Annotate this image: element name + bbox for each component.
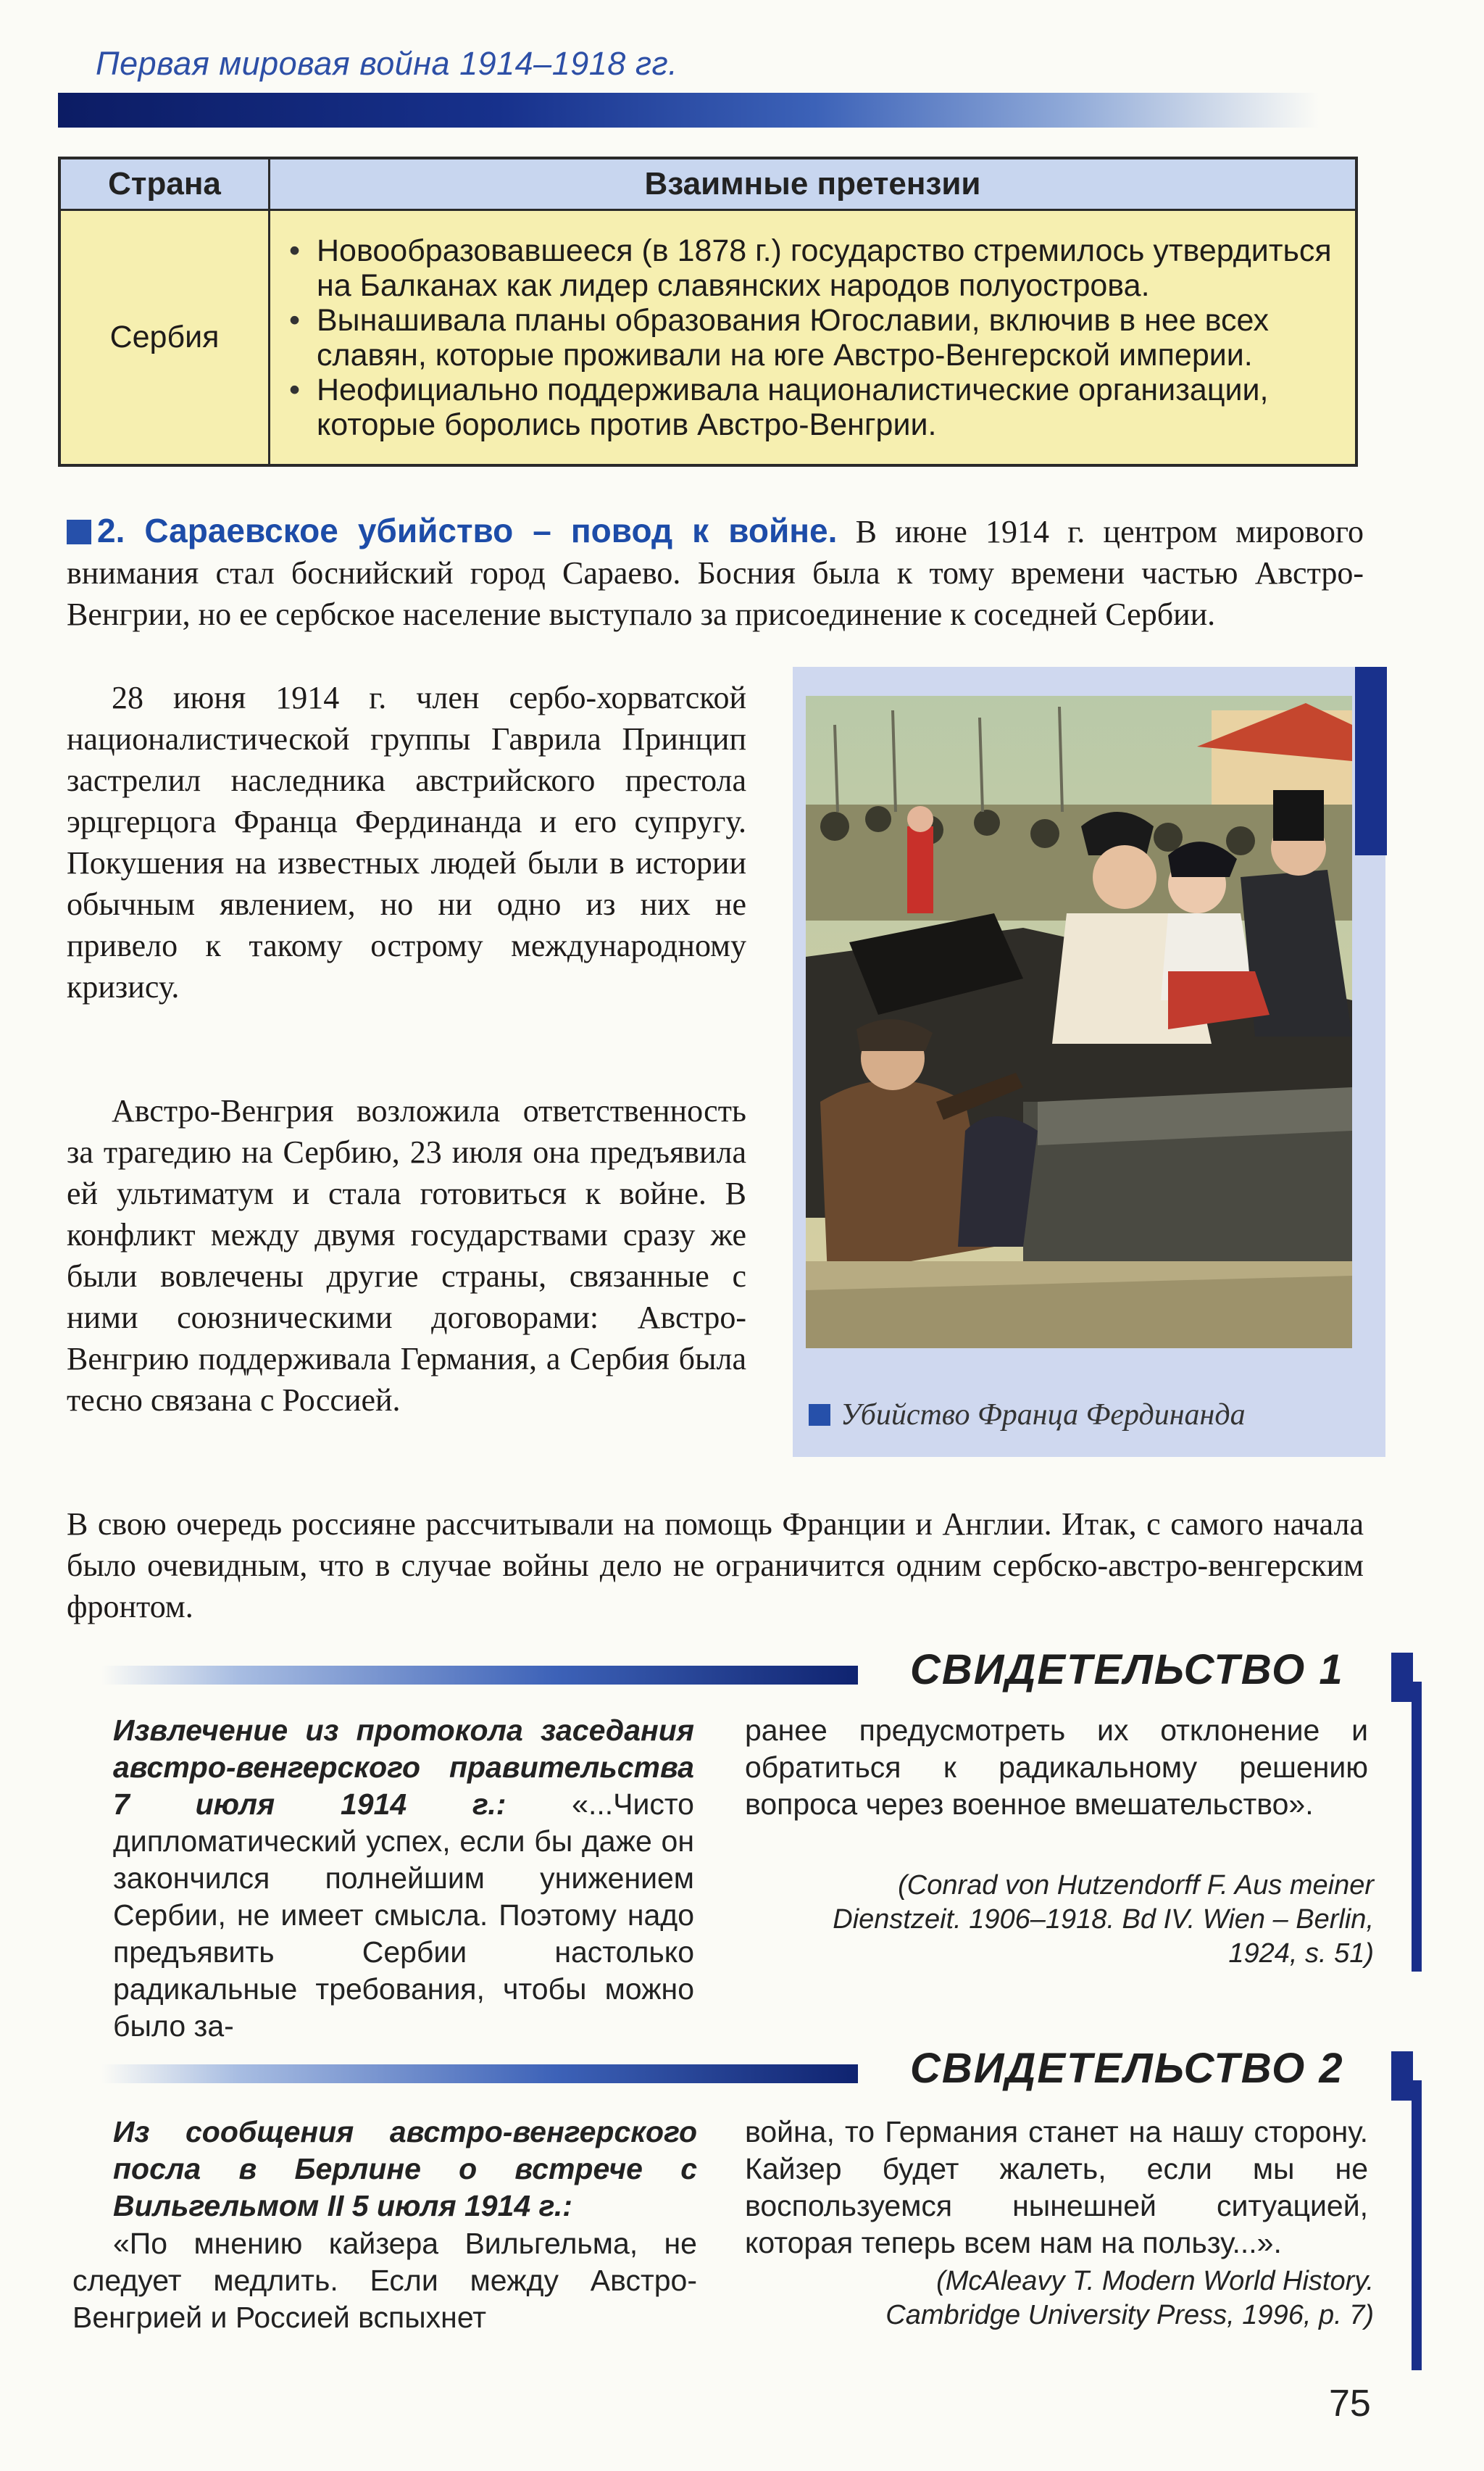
evidence2-right-text: война, то Германия станет на нашу сторону. Кайзер будет жалеть, если мы не воспользуемся нынешней ситуацией, которая теперь всем нам на пользу...». bbox=[745, 2115, 1368, 2259]
page-number: 75 bbox=[1329, 2383, 1371, 2425]
evidence2-bar bbox=[101, 2064, 858, 2083]
caption-text: Убийство Франца Фердинанда bbox=[841, 1398, 1246, 1432]
section-intro-paragraph bbox=[67, 510, 1364, 635]
evidence2-title: СВИДЕТЕЛЬСТВО 2 bbox=[910, 2045, 1344, 2092]
evidence2-lead: Из сообщения австро-венгерского посла в Берлине о встрече с Вильгельмом II 5 июля 1914 г.: bbox=[113, 2115, 697, 2222]
table-header-row bbox=[59, 158, 1356, 210]
list-item: • Вынашивала планы образования Югославии, включив в нее всех славян, которые проживали на юге Австро-Венгерской империи. bbox=[283, 303, 1341, 373]
paragraph-ultimatum: Австро-Венгрия возложила ответственность за трагедию на Сербию, 23 июля она предъявила ей ультиматум и стала готовиться к войне. В конфликт между двумя государствами сразу же были вовлечены другие страны, связанные с ними союзническими договорами: Австро-Венгрию поддерживала Германия, а Сербия была тесно связана с Россией. bbox=[67, 1093, 746, 1418]
section-square-icon bbox=[67, 520, 91, 544]
section-title: 2. Сараевское убийство – повод к войне. bbox=[97, 512, 838, 549]
paragraph-assassination: 28 июня 1914 г. член сербо-хорватской националистической группы Гаврила Принцип застрелил наследника австрийского престола эрцгерцога Франца Фердинанда и его супругу. Покушения на известных людей были в истории обычным явлением, но ни одно из них не привело к такому острому международному кризису. bbox=[67, 680, 746, 1005]
claims-table bbox=[58, 157, 1358, 467]
evidence2-source: (McAleavy T. Modern World History. Cambridge University Press, 1996, p. 7) bbox=[885, 2266, 1374, 2330]
evidence2-side-marker bbox=[1391, 2051, 1413, 2101]
table-cell-claims bbox=[270, 210, 1357, 466]
section-intro-text: В июне 1914 г. центром мирового внимания стал боснийский город Сараево. Босния была к тому времени частью Австро-Венгрии, но ее сербское население выступало за присоединение к соседней Сербии. bbox=[67, 514, 1364, 632]
running-header: Первая мировая война 1914–1918 гг. bbox=[96, 45, 678, 82]
evidence1-quote-part1: «...Чисто дипломатический успех, если бы даже он закончился полнейшим унижением Сербии, не имеет смысла. Поэтому надо предъявить Сербии настолько радикальные требования, чтобы можно было за- bbox=[113, 1787, 694, 2043]
assassination-painting bbox=[806, 696, 1352, 1348]
evidence2-left-text: «По мнению кайзера Вильгельма, не следует медлить. Если между Австро-Венгрией и Россией вспыхнет bbox=[72, 2227, 697, 2334]
evidence1-left-text bbox=[113, 1712, 694, 2045]
evidence1-side-line bbox=[1412, 1682, 1422, 1972]
header-bar bbox=[58, 93, 1319, 128]
evidence1-right-text: ранее предусмотреть их отклонение и обратиться к радикальному решению вопроса через военное вмешательство». bbox=[745, 1714, 1368, 1821]
evidence1-lead: Извлечение из протокола заседания австро-венгерского правительства 7 июля 1914 г.: bbox=[113, 1714, 694, 1821]
illustration-caption bbox=[809, 1398, 1246, 1432]
paragraph-allies: В свою очередь россияне рассчитывали на помощь Франции и Англии. Итак, с самого начала было очевидным, что в случае войны дело не ограничится одним сербско-австро-венгерским фронтом. bbox=[67, 1506, 1364, 1624]
evidence2-side-line bbox=[1412, 2080, 1422, 2370]
evidence2-lead-block bbox=[72, 2114, 697, 2225]
evidence1-source: (Conrad von Hutzendorff F. Aus meiner Dienstzeit. 1906–1918. Bd IV. Wien – Berlin, 1924, s. 51) bbox=[833, 1870, 1374, 1969]
table-header-claims: Взаимные претензии bbox=[270, 158, 1357, 210]
evidence1-title: СВИДЕТЕЛЬСТВО 1 bbox=[910, 1646, 1344, 1693]
list-item: • Новообразовавшееся (в 1878 г.) государство стремилось утвердиться на Балканах как лидер славянских народов полуострова. bbox=[283, 233, 1341, 303]
evidence1-bar bbox=[101, 1666, 858, 1685]
evidence1-side-marker bbox=[1391, 1653, 1413, 1702]
table-row bbox=[59, 210, 1356, 466]
illustration-accent-bar bbox=[1355, 667, 1387, 855]
table-header-country: Страна bbox=[59, 158, 270, 210]
table-cell-country: Сербия bbox=[59, 210, 270, 466]
caption-square-icon bbox=[809, 1404, 830, 1426]
claims-list bbox=[270, 222, 1355, 454]
list-item: • Неофициально поддерживала националистические организации, которые боролись против Австро-Венгрии. bbox=[283, 373, 1341, 442]
